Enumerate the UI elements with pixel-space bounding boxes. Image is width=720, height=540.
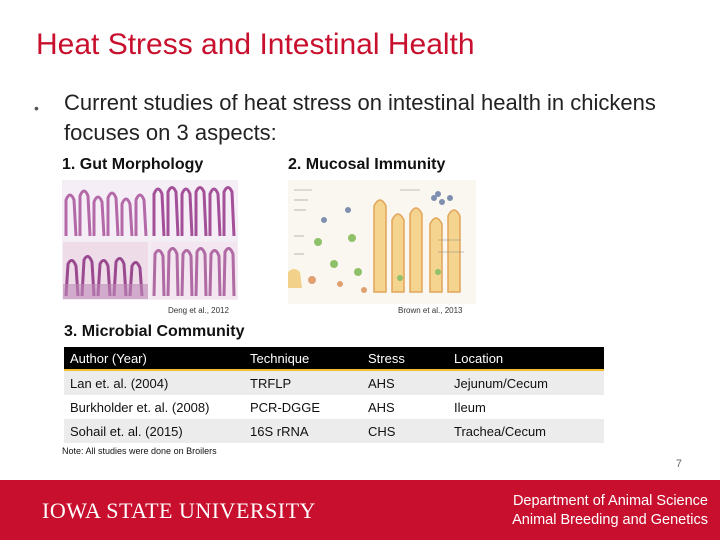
cell-location: Ileum bbox=[454, 399, 486, 415]
microbial-community-label: 3. Microbial Community bbox=[64, 323, 245, 340]
table-row bbox=[64, 395, 604, 419]
cell-author: Sohail et. al. (2015) bbox=[64, 419, 244, 443]
table-header-row bbox=[64, 347, 604, 370]
cell-technique: PCR-DGGE bbox=[250, 399, 321, 415]
micrograph-panel-c bbox=[63, 242, 148, 299]
mucosal-immunity-caption: Brown et al., 2013 bbox=[398, 306, 463, 315]
gut-morphology-micrographs bbox=[62, 180, 238, 300]
table-note: Note: All studies were done on Broilers bbox=[62, 446, 217, 456]
header-technique: Technique bbox=[244, 347, 362, 370]
gut-morphology-label: 1. Gut Morphology bbox=[62, 156, 204, 173]
mucosal-immunity-diagram bbox=[288, 180, 476, 304]
header-author: Author (Year) bbox=[64, 347, 244, 370]
bullet-text: Current studies of heat stress on intestinal health in chickens focuses on 3 aspects: bbox=[64, 90, 656, 145]
micrograph-panel-a bbox=[63, 181, 148, 239]
cell-technique: 16S rRNA bbox=[244, 419, 362, 443]
slide-title: Heat Stress and Intestinal Health bbox=[36, 28, 475, 61]
cell-stress: CHS bbox=[362, 419, 448, 443]
page-number: 7 bbox=[675, 458, 682, 470]
department-line-2: Animal Breeding and Genetics bbox=[512, 512, 708, 528]
cell-location: Trachea/Cecum bbox=[448, 419, 604, 443]
cell-location: Jejunum/Cecum bbox=[448, 370, 604, 395]
cell-stress: AHS bbox=[362, 370, 448, 395]
footer-bar bbox=[0, 480, 720, 540]
department-name bbox=[512, 492, 708, 530]
table-row bbox=[64, 370, 604, 395]
cell-author: Lan et. al. (2004) bbox=[64, 370, 244, 395]
mucosal-immunity-label: 2. Mucosal Immunity bbox=[288, 156, 446, 173]
micrograph-panel-d bbox=[151, 242, 237, 299]
table-row bbox=[64, 419, 604, 443]
micrograph-panel-b bbox=[151, 181, 237, 239]
cell-author: Burkholder et. al. (2008) bbox=[70, 399, 210, 415]
cell-stress: AHS bbox=[368, 399, 395, 415]
university-wordmark: IOWA STATE UNIVERSITY bbox=[42, 498, 316, 523]
studies-table bbox=[64, 347, 604, 443]
header-location: Location bbox=[448, 347, 604, 370]
department-line-1: Department of Animal Science bbox=[512, 493, 708, 509]
gut-morphology-caption: Deng et al., 2012 bbox=[168, 306, 229, 315]
header-stress: Stress bbox=[362, 347, 448, 370]
bullet-icon: • bbox=[34, 100, 39, 116]
cell-technique: TRFLP bbox=[244, 370, 362, 395]
